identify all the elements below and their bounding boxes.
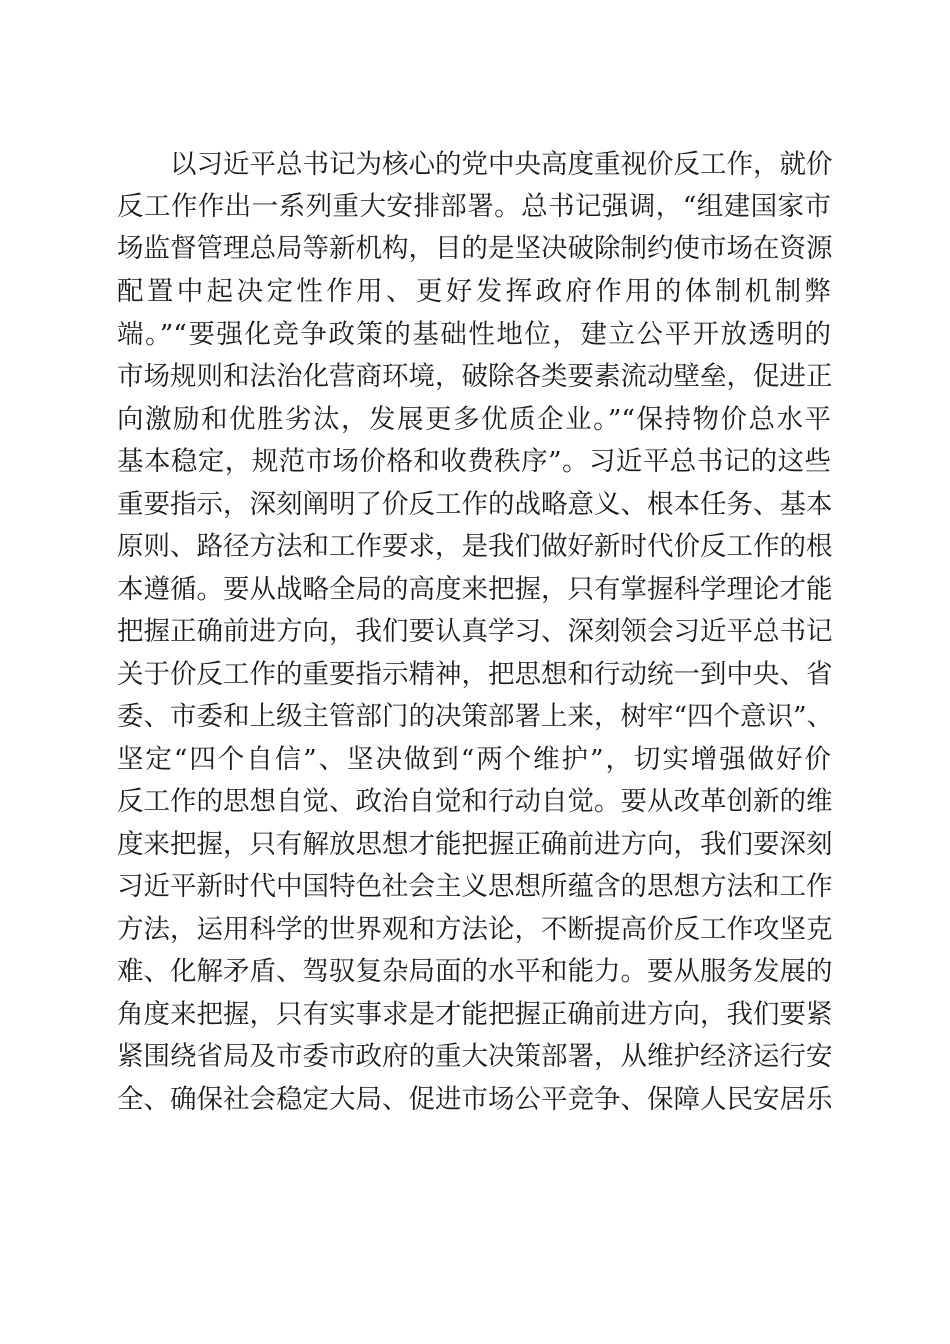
text-line: 坚定“四个自信”、坚决做到“两个维护”，切实增强做好价 bbox=[117, 744, 831, 775]
text-line: 原则、路径方法和工作要求，是我们做好新时代价反工作的根 bbox=[117, 531, 833, 562]
text-line: 重要指示，深刻阐明了价反工作的战略意义、根本任务、基本 bbox=[117, 489, 833, 520]
text-line: 度来把握，只有解放思想才能把握正确前进方向，我们要深刻 bbox=[117, 829, 833, 860]
text-line: 难、化解矛盾、驾驭复杂局面的水平和能力。要从服务发展的 bbox=[117, 956, 833, 987]
text-line: 委、市委和上级主管部门的决策部署上来，树牢“四个意识”、 bbox=[117, 701, 834, 732]
text-line: 反工作的思想自觉、政治自觉和行动自觉。要从改革创新的维 bbox=[117, 786, 833, 817]
text-line: 把握正确前进方向，我们要认真学习、深刻领会习近平总书记 bbox=[117, 616, 833, 647]
text-line: 紧围绕省局及市委市政府的重大决策部署，从维护经济运行安 bbox=[117, 1041, 833, 1072]
text-line: 关于价反工作的重要指示精神，把思想和行动统一到中央、省 bbox=[117, 659, 833, 690]
text-line: 全、确保社会稳定大局、促进市场公平竞争、保障人民安居乐 bbox=[117, 1084, 833, 1115]
text-line: 配置中起决定性作用、更好发挥政府作用的体制机制弊 bbox=[117, 276, 831, 307]
text-line: 方法，运用科学的世界观和方法论，不断提高价反工作攻坚克 bbox=[117, 914, 833, 945]
text-line: 基本稳定，规范市场价格和收费秩序”。习近平总书记的这些 bbox=[117, 446, 831, 477]
text-line: 以习近平总书记为核心的党中央高度重视价反工作，就价 bbox=[170, 149, 833, 180]
text-line: 市场规则和法治化营商环境，破除各类要素流动壁垒，促进正 bbox=[117, 361, 833, 392]
text-line: 角度来把握，只有实事求是才能把握正确前进方向，我们要紧 bbox=[117, 999, 833, 1030]
text-line: 反工作作出一系列重大安排部署。总书记强调，“组建国家市 bbox=[117, 191, 831, 222]
text-line: 端。”“要强化竞争政策的基础性地位，建立公平开放透明的 bbox=[117, 319, 831, 350]
text-line: 习近平新时代中国特色社会主义思想所蕴含的思想方法和工作 bbox=[117, 871, 833, 902]
text-line: 向激励和优胜劣汰，发展更多优质企业。”“保持物价总水平 bbox=[117, 404, 831, 435]
text-line: 场监督管理总局等新机构，目的是坚决破除制约使市场在资源 bbox=[117, 233, 833, 264]
text-line: 本遵循。要从战略全局的高度来把握，只有掌握科学理论才能 bbox=[117, 574, 833, 605]
